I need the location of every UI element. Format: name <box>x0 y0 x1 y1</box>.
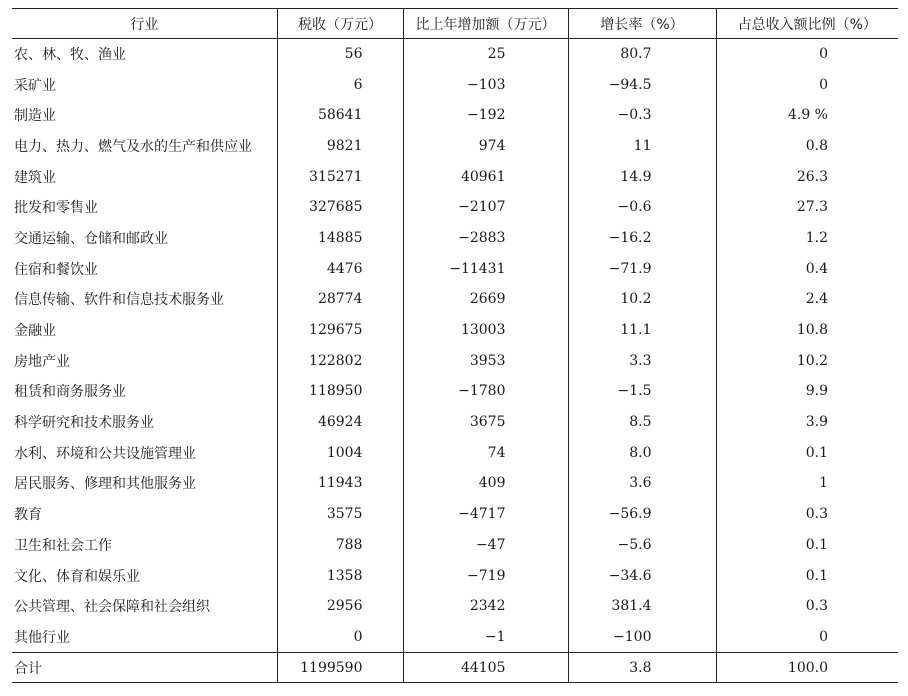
cell-tax: 11943 <box>277 468 403 499</box>
cell-increase: 3675 <box>403 407 568 438</box>
cell-growth-rate: −71.9 <box>568 253 716 284</box>
cell-growth-rate: 11.1 <box>568 315 716 346</box>
cell-increase: 25 <box>403 39 568 70</box>
cell-industry: 文化、体育和娱乐业 <box>14 568 140 585</box>
cell-increase: −2883 <box>403 223 568 254</box>
cell-growth-rate: 3.8 <box>568 652 716 683</box>
cell-growth-rate: −100 <box>568 622 716 653</box>
cell-tax: 9821 <box>277 131 403 162</box>
cell-industry: 教育 <box>14 507 42 524</box>
cell-growth-rate: 80.7 <box>568 39 716 70</box>
header-growth-rate: 增长率（%） <box>568 9 716 39</box>
cell-industry: 交通运输、仓储和邮政业 <box>14 230 168 247</box>
cell-industry: 合计 <box>12 652 277 683</box>
cell-tax: 28774 <box>277 284 403 315</box>
cell-industry: 卫生和社会工作 <box>14 537 112 554</box>
cell-tax: 788 <box>277 530 403 561</box>
cell-increase: −11431 <box>403 253 568 284</box>
table-row <box>12 560 898 591</box>
cell-industry: 电力、热力、燃气及水的生产和供应业 <box>14 138 252 155</box>
cell-growth-rate: −16.2 <box>568 223 716 254</box>
cell-tax: 3575 <box>277 499 403 530</box>
table-row <box>12 530 898 561</box>
table-row <box>12 437 898 468</box>
cell-growth-rate: 10.2 <box>568 284 716 315</box>
cell-share: 2.4 <box>716 284 898 315</box>
cell-share: 0.4 <box>716 253 898 284</box>
cell-share: 100.0 <box>716 652 898 683</box>
cell-industry: 信息传输、软件和信息技术服务业 <box>14 292 224 309</box>
cell-industry: 租赁和商务服务业 <box>14 384 126 401</box>
cell-increase: −4717 <box>403 499 568 530</box>
cell-increase: 2342 <box>403 591 568 622</box>
cell-share: 0.3 <box>716 499 898 530</box>
cell-tax: 4476 <box>277 253 403 284</box>
cell-increase: 44105 <box>403 652 568 683</box>
cell-growth-rate: −1.5 <box>568 376 716 407</box>
table-row <box>12 161 898 192</box>
header-increase: 比上年增加额（万元） <box>403 9 568 39</box>
cell-tax: 1004 <box>277 437 403 468</box>
cell-industry: 制造业 <box>14 108 56 125</box>
cell-tax: 6 <box>277 69 403 100</box>
cell-tax: 327685 <box>277 192 403 223</box>
cell-tax: 122802 <box>277 345 403 376</box>
cell-share: 1.2 <box>716 223 898 254</box>
cell-growth-rate: 8.5 <box>568 407 716 438</box>
cell-industry: 房地产业 <box>14 353 70 370</box>
table-body <box>12 39 898 683</box>
cell-share: 0.1 <box>716 437 898 468</box>
cell-industry: 公共管理、社会保障和社会组织 <box>14 599 210 616</box>
cell-tax: 2956 <box>277 591 403 622</box>
cell-tax: 0 <box>277 622 403 653</box>
cell-growth-rate: 8.0 <box>568 437 716 468</box>
cell-increase: 40961 <box>403 161 568 192</box>
cell-growth-rate: −56.9 <box>568 499 716 530</box>
table-row <box>12 192 898 223</box>
cell-share: 10.2 <box>716 345 898 376</box>
cell-tax: 56 <box>277 39 403 70</box>
cell-increase: −103 <box>403 69 568 100</box>
cell-industry: 其他行业 <box>14 629 70 646</box>
cell-increase: −47 <box>403 530 568 561</box>
table-row <box>12 39 898 70</box>
cell-industry: 住宿和餐饮业 <box>14 261 98 278</box>
table-row <box>12 407 898 438</box>
cell-growth-rate: 14.9 <box>568 161 716 192</box>
cell-share: 0 <box>716 39 898 70</box>
cell-tax: 315271 <box>277 161 403 192</box>
cell-share: 0.8 <box>716 131 898 162</box>
cell-share: 4.9 % <box>716 100 898 131</box>
cell-increase: 2669 <box>403 284 568 315</box>
cell-increase: −192 <box>403 100 568 131</box>
cell-increase: 13003 <box>403 315 568 346</box>
cell-industry: 批发和零售业 <box>14 200 98 217</box>
cell-growth-rate: −34.6 <box>568 560 716 591</box>
table-row <box>12 253 898 284</box>
cell-industry: 农、林、牧、渔业 <box>14 47 126 64</box>
cell-share: 3.9 <box>716 407 898 438</box>
cell-industry: 居民服务、修理和其他服务业 <box>14 476 196 493</box>
cell-tax: 46924 <box>277 407 403 438</box>
cell-share: 0.3 <box>716 591 898 622</box>
cell-industry: 采矿业 <box>14 77 56 94</box>
cell-share: 0 <box>716 69 898 100</box>
cell-share: 0.1 <box>716 530 898 561</box>
cell-share: 10.8 <box>716 315 898 346</box>
table-row <box>12 468 898 499</box>
cell-tax: 129675 <box>277 315 403 346</box>
cell-increase: −719 <box>403 560 568 591</box>
table-row <box>12 284 898 315</box>
table-header <box>12 9 898 39</box>
cell-increase: −1780 <box>403 376 568 407</box>
cell-share: 0 <box>716 622 898 653</box>
cell-industry: 科学研究和技术服务业 <box>14 415 154 432</box>
cell-tax: 118950 <box>277 376 403 407</box>
cell-growth-rate: −5.6 <box>568 530 716 561</box>
industry-tax-table <box>12 8 898 683</box>
cell-growth-rate: −0.3 <box>568 100 716 131</box>
cell-growth-rate: 381.4 <box>568 591 716 622</box>
cell-tax: 14885 <box>277 223 403 254</box>
table-row <box>12 499 898 530</box>
header-row <box>12 9 898 39</box>
cell-growth-rate: 11 <box>568 131 716 162</box>
cell-share: 0.1 <box>716 560 898 591</box>
table-row <box>12 345 898 376</box>
cell-growth-rate: −0.6 <box>568 192 716 223</box>
cell-growth-rate: −94.5 <box>568 69 716 100</box>
cell-share: 9.9 <box>716 376 898 407</box>
total-row <box>12 652 898 683</box>
table-row <box>12 376 898 407</box>
table-row <box>12 131 898 162</box>
cell-tax: 1358 <box>277 560 403 591</box>
cell-share: 26.3 <box>716 161 898 192</box>
cell-increase: 3953 <box>403 345 568 376</box>
cell-tax: 1199590 <box>277 652 403 683</box>
cell-growth-rate: 3.3 <box>568 345 716 376</box>
cell-increase: 974 <box>403 131 568 162</box>
cell-growth-rate: 3.6 <box>568 468 716 499</box>
cell-share: 27.3 <box>716 192 898 223</box>
cell-increase: 74 <box>403 437 568 468</box>
cell-increase: 409 <box>403 468 568 499</box>
header-share: 占总收入额比例（%） <box>716 9 898 39</box>
cell-share: 1 <box>716 468 898 499</box>
cell-industry: 金融业 <box>14 323 56 340</box>
table-row <box>12 69 898 100</box>
cell-increase: −2107 <box>403 192 568 223</box>
cell-increase: −1 <box>403 622 568 653</box>
table-row <box>12 591 898 622</box>
table-row <box>12 315 898 346</box>
table-row <box>12 622 898 653</box>
header-industry: 行业 <box>12 9 277 39</box>
cell-tax: 58641 <box>277 100 403 131</box>
table-row <box>12 100 898 131</box>
table-row <box>12 223 898 254</box>
tax-table-container <box>12 8 898 683</box>
cell-industry: 水利、环境和公共设施管理业 <box>14 445 196 462</box>
header-tax: 税收（万元） <box>277 9 403 39</box>
cell-industry: 建筑业 <box>14 169 56 186</box>
